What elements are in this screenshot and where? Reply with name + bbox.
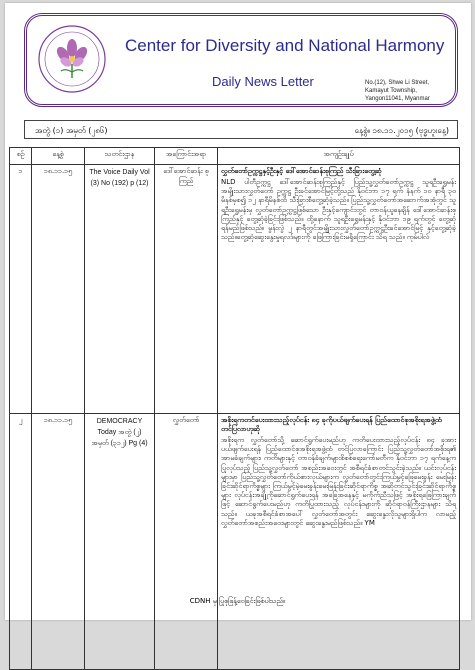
col-header-topic: အကြောင်းအရာ [155, 148, 218, 165]
issue-info-bar [24, 120, 458, 139]
row-number: ၁ [10, 165, 32, 414]
row-date: ၁၈.၁၁.၁၅ [32, 165, 85, 414]
footer-note: CDNH မှ ပြုစုဖြန့်ဝေခြင်းဖြစ်ပါသည်။ [189, 597, 286, 605]
row-topic: ဒေါ်အောင်ဆန်း စုကြည် [155, 165, 218, 414]
row-source: DEMOCRACY Today အတွဲ (၂) အမှတ် (၃၁၂) Pg (4) [85, 414, 155, 670]
row-number: ၂ [10, 414, 32, 670]
address-line: Yangon11041, Myanmar [365, 96, 430, 102]
org-address [365, 79, 430, 103]
col-header-summary: အကျဉ်းချုပ် [218, 148, 460, 165]
col-header-no: စဉ် [10, 148, 32, 165]
letterhead [24, 13, 458, 107]
news-summary: အစိုးရက လွှတ်တော်သို့ ဆောင်ရွက်ပေးမည်ဟု ကတိပေးထားသည့်လုပ်ငန်း ၈၄ ခုအား ပယ်ဖျက်ပေးရန် ပြည်ထောင်စုအစိုးရအဖွဲ့ထံ တင်ပြလာကြောင်း ပြည်သူ့လွှတ်တော်အစိုးရ၏ အာမခံချက်များ၊ ကတိများနှင့် တာဝန်ခံချက်များစိစစ်ရေးကော်မတီက နိုဝင်ဘာ ၁၇ ရက်နေ့က ပြုလုပ်သည့် ပြည်သူ့လွှတ်တော် အစည်းအဝေးတွင် အစီရင်ခံစာတင်သွင်းခဲ့သည်။ ယင်းလုပ်ငန်းများမှာ ပြည်သူ့လွှတ်တော်ကိုယ်စားလှယ်များက လွှတ်တော်တွင်းကြယ်မွှင့်ဖြေမေးခွန်း မေးမြန်းခြင်းဆိုင်ရာကိစ္စများ ကြယ်မွင့်မဲ့မေးခွန်းမေးမြန်းခြင်းဆိုင်ရာကိစ္စ အဆိုတင်သွင်းခြင်းဆိုင်ရာကိစ္စများ လုပ်ငန်းအချို့ကိုဆောင်ရွက်ပေးရန် အခြေအနေနှင့် မကိုက်ညီသဖြင့် အစိုးရဖြေကြားချက်ဖြင့် ဆောင်ရွက်ပေးမည်ဟု ကတိပြုထားသည့် လုပ်ငန်းများကို ဆိုင်ရာဝန်ကြီးဌာနများ သိရသည်။ ယခုအစီရင်ခံစာအပေါ် လွှတ်တော်အတွင်း ဆွေးနွေးလိုသူများရှိပါက လာမည့်လွှတ်တော်အစည်းအဝေးများတွင် ဆွေးနွေးမည်ဖြစ်သည်။ YM [221, 436, 456, 527]
news-table [9, 147, 460, 670]
row-topic: လွှတ်တော် [155, 414, 218, 670]
table-header-row [10, 148, 460, 165]
newsletter-subtitle: Daily News Letter [212, 74, 314, 89]
address-line: Kamayut Township, [365, 88, 417, 94]
row-date: ၁၈.၁၁.၁၅ [32, 414, 85, 670]
table-row [10, 414, 460, 670]
table-row [10, 165, 460, 414]
row-source: The Voice Daily Vol (3) No (192) p (12) [85, 165, 155, 414]
news-summary: NLD ပါတီဥက္ကဋ္ဌ ဒေါ်အောင်ဆန်းစုကြည်နှင့် ပြည်သူ့လွှတ်တော်ဥက္ကဋ္ဌ သူရဦးရွှေမန်း အမျိုးသားလွှတ်တော် ဥက္ကဋ္ဌ ဦးခင်အောင်မြင့်တို့သည် နိုဝင်ဘာ ၁၇ ရက် နံနက် ၁၀ နာရီ ၃၀ မိနစ်မှစ၍ ၁၂ နာရီမိနစ်ထိ သီးခြားစီတွေ့ဆုံခဲ့သည်။ ပြည်သူ့လွှတ်တော်အဆောက်အအုံတွင် သူရဦးရွှေမန်းမှ လွှတ်တော်ဥက္ကဋ္ဌဖြစ်သော ဦးနှင့်ကျောင်းတွင် တာဝန်ယူနေချိန် ဒေါ်အောင်ဆန်းစုကြည်နှင့် တွေ့ဆုံခဲ့ခြင်းဖြစ်သည်။ ထို့နောက် သူရဦးရွှေမန်းနှင့် နိုဝင်ဘာ ၁၉ ရက်တွင် တွေ့ဆုံရန်မည်ဖြစ်သည်။ မွန်းလွဲ ၂ နာရီတွင်အမျိုးသားလွှတ်တော်ဥက္ကဋ္ဌဦးခင်အောင်မြင့် နှင့်တွေ့ဆုံခဲ့သည်။တွေ့ဆုံဆွေးနွေးမှုရလဒ်များကို ဖြေကြားခြင်းမရှိကြောင်း သိရ သည်။ ကုမ်ပါလ် [221, 178, 456, 242]
address-line: No.(12), Shwe Li Street, [365, 80, 430, 86]
news-headline: လွှတ်တော်ဥက္ကဋ္ဌနှင့်ဦးနှင့် ဒေါ်အောင်ဆန်းစုကြည် သီးခြားတွေ့ဆုံ [221, 167, 382, 175]
cdnh-logo [37, 24, 107, 94]
col-header-date: နေ့စွဲ [32, 148, 85, 165]
org-title: Center for Diversity and National Harmony [125, 36, 445, 55]
issue-date: နေ့စွဲ။ ၁၈.၁၁.၂၀၁၅ (ဗုဒ္ဓဟူးနေ့) [354, 126, 449, 135]
row-summary-cell [218, 165, 460, 414]
issue-number: အတွဲ (၁) အမှတ် (၂၈၆) [35, 126, 108, 135]
row-summary-cell [218, 414, 460, 670]
col-header-source: သတင်းဌာန [85, 148, 155, 165]
news-headline: အစိုးရကတင်ပေးထားသည့်လုပ်ငန်း ၈၄ ခုကိုပယ်ဖျက်ပေးရန် ပြည်ထောင်စုအစိုးရအဖွဲ့ထံ တင်ပြလာဟုဆို [221, 416, 442, 433]
